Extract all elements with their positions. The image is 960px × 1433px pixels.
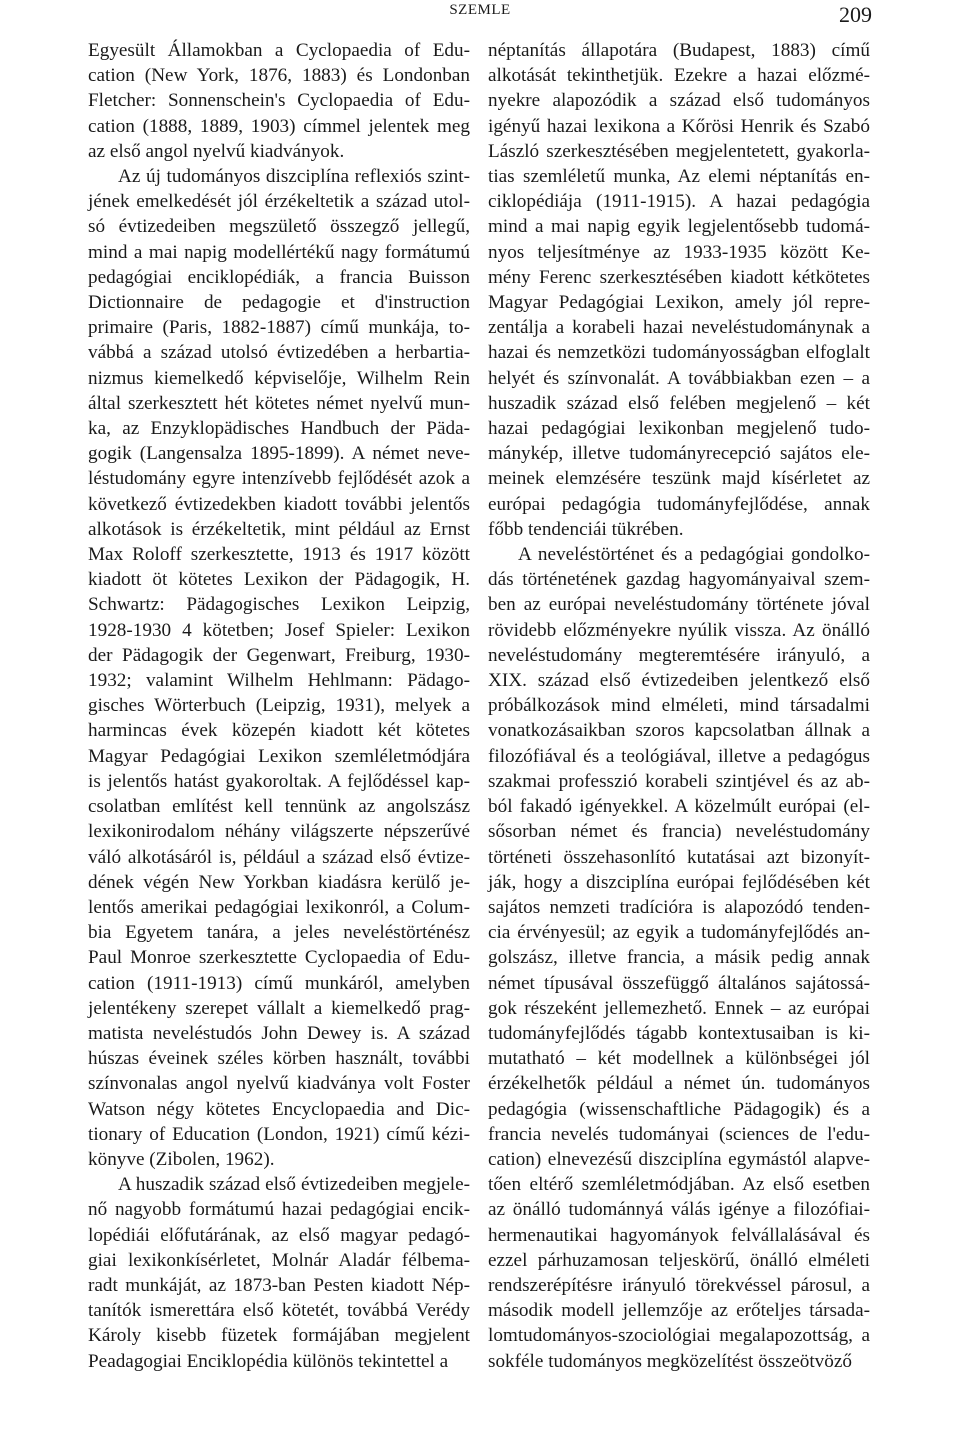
text-line: só évtizedeiben megszülető összegző jellegű, bbox=[88, 216, 470, 238]
page-header bbox=[0, 0, 960, 40]
text-line: Az új tudományos diszciplína reflexiós szint- bbox=[118, 166, 470, 188]
text-line: jének emelkedését jól érzékeltetik a század utol- bbox=[88, 191, 470, 213]
text-line: alkotások is érzékeltetik, mint például az Ernst bbox=[88, 518, 470, 540]
text-line: szakmai professzió korabeli szintjével és az ab- bbox=[488, 770, 870, 792]
text-line: az önálló tudománnyá válás igénye a filozófiai- bbox=[488, 1199, 870, 1221]
text-line: ka, az Enzyklopädisches Handbuch der Päda- bbox=[88, 418, 470, 440]
text-line: giai lexikonkísérletet, Molnár Aladár félbema- bbox=[88, 1249, 470, 1271]
text-line: mutatható – két modellnek a különbségei jól bbox=[488, 1048, 870, 1070]
text-line: is jelentős hatást gyakoroltak. A fejlődéssel kap- bbox=[88, 770, 470, 792]
text-line: neveléstudomány megteremtésére irányuló, a bbox=[488, 644, 870, 666]
text-line: hazai és nemzetközi tudományosságban elfoglalt bbox=[488, 342, 870, 364]
text-line: az első angol nyelvű kiadványok. bbox=[88, 140, 345, 162]
text-line: Peadagogiai Enciklopédia különös tekintettel a bbox=[88, 1350, 449, 1372]
text-line: ják, hogy a diszciplína európai fejlődésében két bbox=[488, 871, 870, 893]
text-line: huszadik század első felében megjelenő – két bbox=[488, 392, 870, 414]
text-line: néptanítás állapotára (Budapest, 1883) című bbox=[488, 40, 870, 61]
text-line: Schwartz: Pädagogisches Lexikon Leipzig, bbox=[88, 594, 470, 616]
text-line: német típusával összefüggő általános sajátossá- bbox=[488, 972, 870, 994]
text-line: következő évtizedekben kiadott további jelentős bbox=[88, 493, 470, 515]
text-line: második modell jellemzője az erőteljes társada- bbox=[488, 1300, 870, 1322]
text-line: pedagógia (wissenschaftliche Pädagogik) és a bbox=[488, 1098, 870, 1120]
text-line: cation (1911-1913) című munkáról, amelyben bbox=[88, 972, 470, 994]
text-line: 1928-1930 4 kötetben; Josef Spieler: Lexikon bbox=[88, 619, 470, 641]
text-line: cia érvényesül; az egyik a tudományfejlődés an- bbox=[488, 922, 870, 944]
text-line: kiadott öt kötetes Lexikon der Pädagogik, H. bbox=[88, 569, 470, 591]
text-line: főbb tendenciái tükrében. bbox=[488, 518, 684, 540]
text-line: tias szemléletű munka, Az elemi néptanítás en- bbox=[488, 166, 870, 188]
text-line: váló alkotásáról is, például a század első évtize- bbox=[88, 846, 470, 868]
text-line: vonatkozásaikban szoros kapcsolatban állnak a bbox=[488, 720, 870, 742]
text-line: A huszadik század első évtizedeiben megjele- bbox=[118, 1174, 470, 1196]
text-line: nő nagyobb formátumú hazai pedagógiai encik- bbox=[88, 1199, 470, 1221]
text-line: léstudomány egyre intenzívebb fejlődését azok a bbox=[88, 468, 470, 490]
text-line: könyve (Zibolen, 1962). bbox=[88, 1148, 275, 1170]
text-line: Egyesült Államokban a Cyclopaedia of Edu- bbox=[88, 40, 470, 61]
text-line: harmincas évek közepén kiadott két kötetes bbox=[88, 720, 470, 742]
text-line: vábbá a század utolsó évtizedében a herbartia- bbox=[88, 342, 470, 364]
text-line: igényű hazai lexikona a Kőrösi Henrik és Szabó bbox=[488, 115, 870, 137]
text-line: történeti összehasonlító kutatásai azt bizonyít- bbox=[488, 846, 870, 868]
text-line: lexikonirodalom néhány világszerte népszerűvé bbox=[88, 821, 470, 843]
text-line: lomtudományos-szociológiai megalapozottság, a bbox=[488, 1325, 870, 1347]
text-line: Dictionnaire de pedagogie et d'instruction bbox=[88, 292, 470, 314]
text-line: cation) elnevezésű diszciplína egymástól alapve- bbox=[488, 1148, 870, 1170]
text-line: rendszerépítésre irányuló törekvéssel párosul, a bbox=[488, 1274, 870, 1296]
text-line: rövidebb előzményekre nyúlik vissza. Az önálló bbox=[488, 619, 870, 641]
text-line: mind a mai napig egyik legjelentősebb tudomá- bbox=[488, 216, 870, 238]
text-line: Magyar Pedagógiai Lexikon, amely jól repre- bbox=[488, 292, 870, 314]
text-line: pedagógiai enciklopédiák, a francia Buisson bbox=[88, 266, 470, 288]
text-line: tően eltérő szemléletmódjában. Az első esetben bbox=[488, 1174, 870, 1196]
text-line: meinek elemzésére teszünk majd kísérletet az bbox=[488, 468, 870, 490]
text-line: nizmus kiemelkedő képviselője, Wilhelm Rein bbox=[88, 367, 470, 389]
text-line: jelentékeny szerepet vállalt a kiemelkedő prag- bbox=[88, 997, 470, 1019]
text-line: radt munkáját, az 1873-ban Pesten kiadott Nép- bbox=[88, 1274, 470, 1296]
text-line: der Pädagogik der Gegenwart, Freiburg, 1930- bbox=[88, 644, 470, 666]
text-line: ciklopédiája (1911-1915). A hazai pedagógia bbox=[488, 191, 870, 213]
right-text-column bbox=[488, 38, 870, 1374]
text-line: hermenautikai hagyományok felvállalásával és bbox=[488, 1224, 870, 1246]
page-number: 209 bbox=[839, 2, 872, 27]
text-line: próbálkozások mind elméleti, mind társadalmi bbox=[488, 695, 870, 717]
text-line: gok részeként jellemezhető. Ennek – az európai bbox=[488, 997, 870, 1019]
text-line: ben az európai neveléstudomány története jóval bbox=[488, 594, 870, 616]
text-line: csolatban említést kell tennünk az angolszász bbox=[88, 796, 470, 818]
text-line: 1932; valamint Wilhelm Hehlmann: Pädago- bbox=[88, 670, 470, 692]
text-line: Magyar Pedagógiai Lexikon szemléletmódjára bbox=[88, 745, 470, 767]
text-line: matista neveléstudós John Dewey is. A század bbox=[88, 1022, 470, 1044]
text-line: Max Roloff szerkesztette, 1913 és 1917 között bbox=[88, 544, 470, 566]
text-line: cation (New York, 1876, 1883) és Londonban bbox=[88, 65, 470, 87]
text-line: sokféle tudományos megközelítést összeötvöző bbox=[488, 1350, 852, 1372]
text-line: tudományfejlődés tágabb kontextusaiban is ki- bbox=[488, 1022, 870, 1044]
text-line: lentős amerikai pedagógiai lexikonról, a Colum- bbox=[88, 896, 470, 918]
text-line: sősorban német és francia) neveléstudomány bbox=[488, 821, 870, 843]
text-line: európai pedagógia tudományfejlődése, annak bbox=[488, 493, 870, 515]
text-line: mind a mai napig modellértékű nagy formátumú bbox=[88, 241, 470, 263]
text-line: Watson négy kötetes Encyclopaedia and Dic- bbox=[88, 1098, 470, 1120]
text-line: tionary of Education (London, 1921) című kézi- bbox=[88, 1123, 470, 1145]
text-line: Fletcher: Sonnenschein's Cyclopaedia of Edu- bbox=[88, 90, 470, 112]
text-line: dének végén New Yorkban kiadásra kerülő je- bbox=[88, 871, 470, 893]
text-line: színvonalas angol nyelvű kiadványa volt Foster bbox=[88, 1073, 470, 1095]
text-line: gisches Wörterbuch (Leipzig, 1931), melyek a bbox=[88, 695, 470, 717]
text-line: húszas éveinek széles körben használt, további bbox=[88, 1048, 470, 1070]
text-line: XIX. század első évtizedeiben jelentkező első bbox=[488, 670, 870, 692]
text-line: filozófiával és a teológiával, illetve a pedagógus bbox=[488, 745, 870, 767]
text-line: A neveléstörténet és a pedagógiai gondolko- bbox=[518, 544, 870, 566]
running-head: SZEMLE bbox=[449, 2, 511, 18]
text-line: hazai pedagógiai lexikonban megjelenő tudo- bbox=[488, 418, 870, 440]
text-line: Károly kisebb füzetek formájában megjelent bbox=[88, 1325, 470, 1347]
text-line: gogik (Langensalza 1895-1899). A német neve- bbox=[88, 443, 470, 465]
text-line: László szerkesztésében megjelentetett, gyakorla- bbox=[488, 140, 870, 162]
text-line: primaire (Paris, 1882-1887) című munkája, to- bbox=[88, 317, 470, 339]
text-line: mény Ferenc szerkesztésében kiadott kétkötetes bbox=[488, 266, 870, 288]
text-line: cation (1888, 1889, 1903) címmel jelentek meg bbox=[88, 115, 470, 137]
text-line: érzékelhetők például a német ún. tudományos bbox=[488, 1073, 870, 1095]
text-line: Paul Monroe szerkesztette Cyclopaedia of Edu- bbox=[88, 947, 470, 969]
text-line: bia Egyetem tanára, a jeles neveléstörténész bbox=[88, 922, 470, 944]
text-line: nyekre alapozódik a század első tudományos bbox=[488, 90, 870, 112]
text-line: tanítók ismerettára első kötetét, továbbá Verédy bbox=[88, 1300, 470, 1322]
text-line: sajátos nemzeti tradícióra is alapozódó tenden- bbox=[488, 896, 870, 918]
text-line: ból fakadó igényekkel. A közelmúlt európai (el- bbox=[488, 796, 870, 818]
text-line: helyét és színvonalát. A továbbiakban ezen – a bbox=[488, 367, 870, 389]
left-text-column bbox=[88, 38, 470, 1374]
text-line: által szerkesztett hét kötetes német nyelvű mun- bbox=[88, 392, 470, 414]
text-line: ezzel párhuzamosan teljeskörű, önálló elméleti bbox=[488, 1249, 870, 1271]
text-line: mánykép, illetve tudományrecepció sajátos ele- bbox=[488, 443, 870, 465]
text-line: zentálja a korabeli hazai neveléstudománynak a bbox=[488, 317, 870, 339]
text-line: nyos teljesítménye az 1933-1935 között Ke- bbox=[488, 241, 870, 263]
text-line: alkotását tekinthetjük. Ezekre a hazai előzmé- bbox=[488, 65, 870, 87]
text-line: francia nevelés tudományai (sciences de l'edu- bbox=[488, 1123, 870, 1145]
text-line: dás történetének gazdag hagyományaival szem- bbox=[488, 569, 870, 591]
text-line: golszász, illetve francia, a másik pedig annak bbox=[488, 947, 870, 969]
text-line: lopédiái előfutárának, az első magyar pedagó- bbox=[88, 1224, 470, 1246]
